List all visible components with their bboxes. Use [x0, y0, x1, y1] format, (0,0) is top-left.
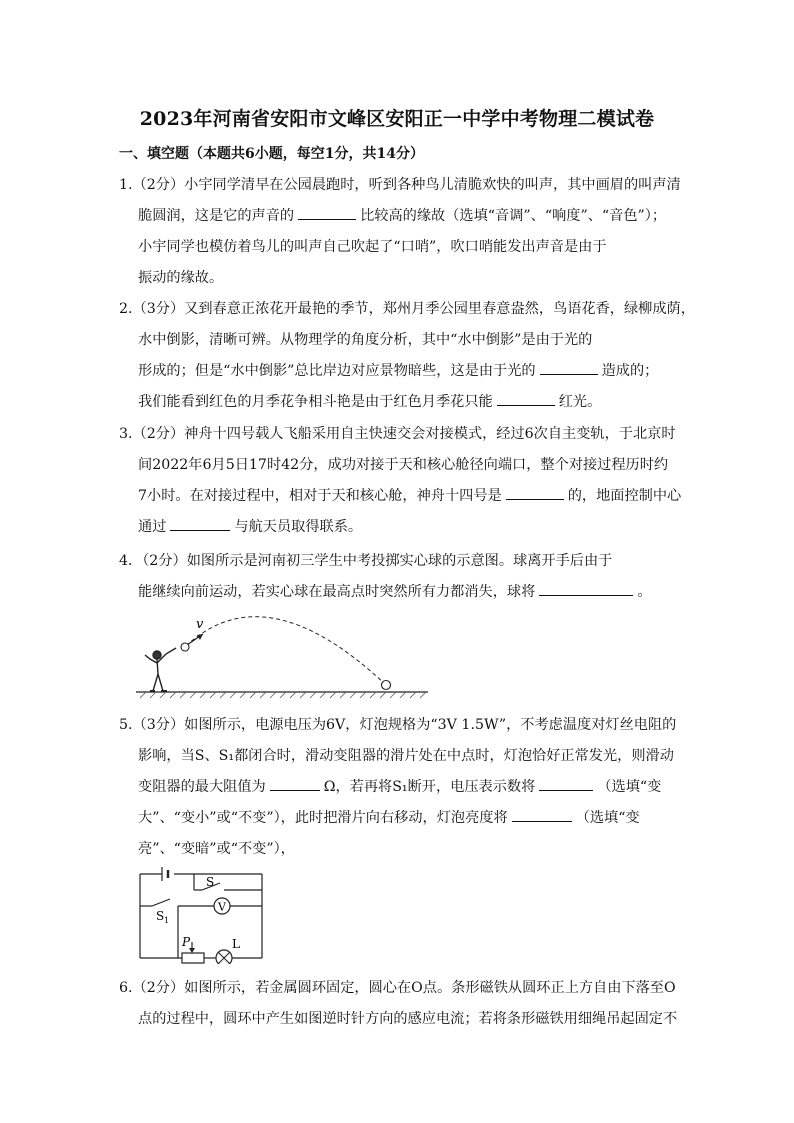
- rheostat-icon: [182, 953, 204, 963]
- question-1: [119, 170, 681, 294]
- q2-text-a: 形成的；但是“水中倒影”总比岸边对应景物暗些，这是由于光的: [138, 363, 536, 379]
- q1-text-a: 脆圆润，这是它的声音的: [138, 208, 295, 224]
- q6-line-1: 6.（2分）如图所示，若金属圆环固定，圆心在O点。条形磁铁从圆环正上方自由下落至O: [119, 980, 676, 996]
- q2-blank-2[interactable]: [540, 358, 598, 375]
- q3-blank-1[interactable]: [506, 483, 564, 500]
- q5-line-3: [119, 772, 675, 803]
- q1-text-b: 比较高的缘故（选填“音调”、“响度”、“音色”）；: [360, 208, 667, 224]
- q5-line-5: 亮”、“变暗”或“不变”），: [138, 841, 295, 857]
- switch-s-label: S: [206, 875, 215, 889]
- q5-blank-2[interactable]: [539, 774, 593, 791]
- slider-p-label: P: [182, 935, 191, 949]
- question-5: [119, 710, 675, 865]
- switch-s1-subscript: 1: [164, 916, 170, 925]
- question-4: [119, 546, 675, 608]
- q6-line-2: 点的过程中，圆环中产生如图逆时针方向的感应电流；若将条形磁铁用细绳吊起固定不: [138, 1011, 678, 1027]
- q5-text-c: （选填“变: [597, 779, 662, 795]
- q1-blank-1[interactable]: [298, 203, 356, 220]
- q4-text-a: 能继续向前运动，若实心球在最高点时突然所有力都消失，球将: [138, 584, 536, 600]
- q5-line-1: 5.（3分）如图所示，电源电压为6V，灯泡规格为“3V 1.5W”，不考虑温度对灯丝电阻的: [119, 717, 677, 733]
- q5-line-4: [119, 803, 675, 834]
- q4-blank-2[interactable]: [539, 579, 633, 596]
- student-figure: [145, 648, 176, 691]
- question-6: [119, 973, 678, 1035]
- question-2: [119, 294, 695, 418]
- lamp-label: L: [232, 937, 240, 951]
- ball-landing: [382, 681, 391, 690]
- lamp-icon: [216, 950, 232, 964]
- q3-line-3: [119, 481, 682, 512]
- q2-text-d: 红光。: [558, 394, 602, 410]
- q1-line-4: 振动的缘故。: [138, 270, 224, 286]
- q2-line-2: 水中倒影，清晰可辨。从物理学的角度分析，其中“水中倒影”是由于光的: [138, 332, 593, 348]
- trajectory-path: [186, 617, 386, 685]
- q5-text-e: （选填“变: [575, 810, 640, 826]
- q1-line-1: 1.（2分）小宇同学清早在公园晨跑时，听到各种鸟儿清脆欢快的叫声，其中画眉的叫声清: [119, 177, 681, 193]
- q2-text-c: 我们能看到红色的月季花争相斗艳是由于红色月季花只能: [138, 394, 493, 410]
- question-3: [119, 419, 682, 543]
- battery-icon: [162, 867, 168, 881]
- ground-hatching: [140, 692, 426, 698]
- q5-text-a: 变阻器的最大阻值为: [138, 779, 266, 795]
- q3-text-a: 7小时。在对接过程中，相对于天和核心舱，神舟十四号是: [138, 488, 502, 504]
- q3-text-c: 通过: [138, 519, 167, 535]
- q5-blank-3[interactable]: [512, 805, 572, 822]
- q4-line-1: 4．（2分）如图所示是河南初三学生中考投掷实心球的示意图。球离开手后由于: [119, 553, 613, 569]
- switch-s1-label: S: [156, 909, 165, 923]
- page-title: 2023年河南省安阳市文峰区安阳正一中学中考物理二模试卷: [139, 108, 655, 130]
- q4-text-b: 。: [637, 584, 652, 600]
- switch-s1-icon: [152, 899, 170, 906]
- q1-line-2: [119, 201, 675, 232]
- q3-line-2: 间2022年6月5日17时42分，成功对接于天和核心舱径向端口，整个对接过程历时约: [138, 457, 669, 473]
- q5-text-b: Ω，若再将S₁断开，电压表示数将: [323, 779, 536, 795]
- q4-line-2: [119, 577, 675, 608]
- q5-blank-1[interactable]: [270, 774, 320, 791]
- q3-line-4: [119, 512, 675, 543]
- q5-line-2: 影响，当S、S₁都闭合时，滑动变阻器的滑片处在中点时，灯泡恰好正常发光，则滑动: [138, 748, 674, 764]
- voltmeter-label: V: [218, 900, 226, 914]
- q3-text-d: 与航天员取得联系。: [234, 519, 363, 535]
- velocity-label: v: [196, 617, 204, 632]
- q3-line-1: 3.（2分）神舟十四号载人飞船采用自主快速交会对接模式，经过6次自主变轨，于北京时: [119, 426, 676, 442]
- q3-blank-2[interactable]: [170, 514, 230, 531]
- q2-line-3: [119, 356, 675, 387]
- q3-text-b: 的，地面控制中心: [567, 488, 682, 504]
- circuit-figure: [134, 864, 268, 964]
- q2-text-b: 造成的；: [601, 363, 659, 379]
- section-heading: 一、填空题（本题共6小题，每空1分，共14分）: [119, 146, 424, 162]
- q5-text-d: 大”、“变小”或“不变”），此时把滑片向右移动，灯泡亮度将: [138, 810, 508, 826]
- q2-blank-3[interactable]: [497, 389, 555, 406]
- q2-line-1: 2.（3分）又到春意正浓花开最艳的季节，郑州月季公园里春意盎然，鸟语花香，绿柳成荫，: [119, 301, 695, 317]
- shot-put-figure: [136, 612, 428, 706]
- q1-line-3: 小宇同学也模仿着鸟儿的叫声自己吹起了“口哨”，吹口哨能发出声音是由于: [138, 239, 607, 255]
- q2-line-4: [119, 387, 675, 418]
- ball-start: [181, 643, 189, 651]
